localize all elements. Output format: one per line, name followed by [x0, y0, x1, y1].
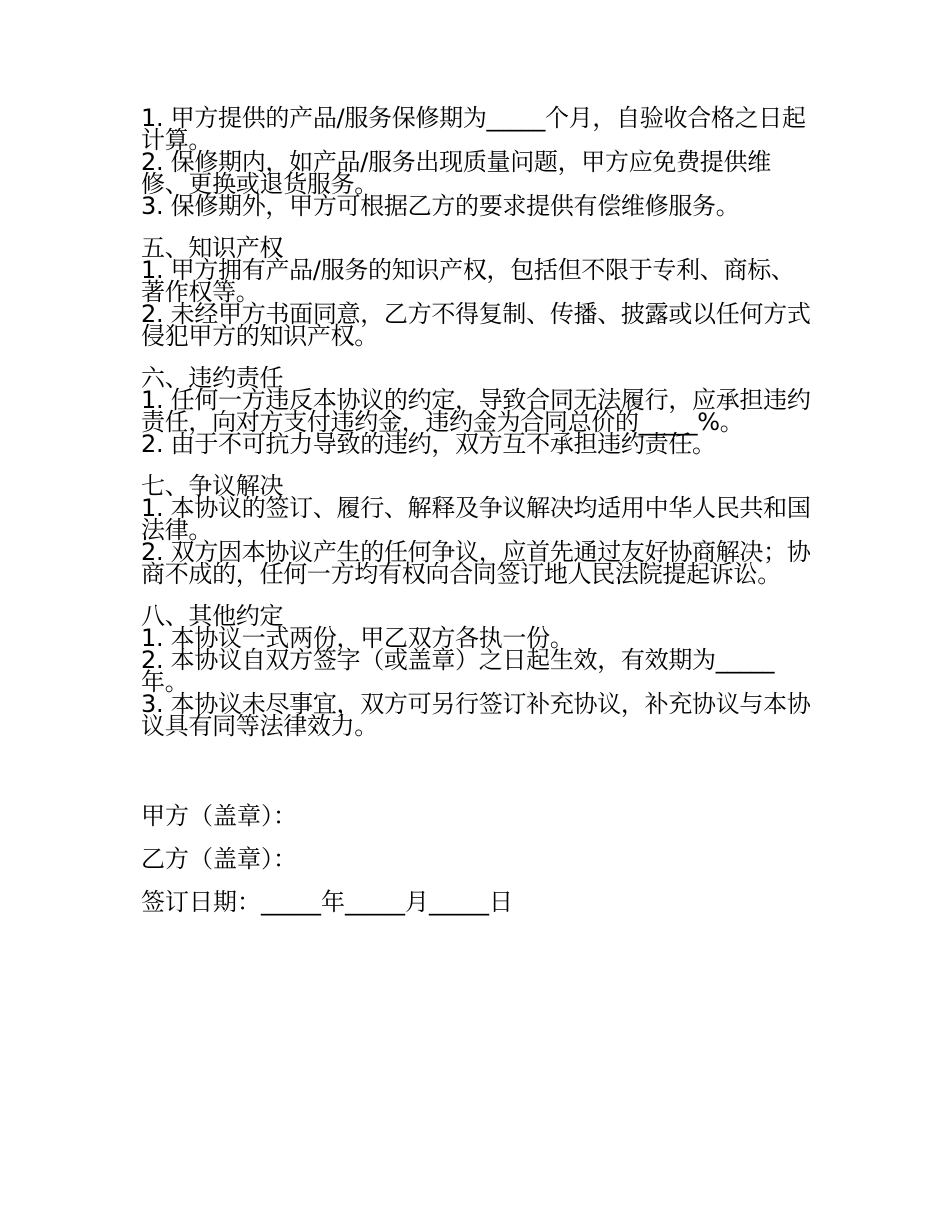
clause: 1. 本协议的签订、履行、解释及争议解决均适用中华人民共和国法律。	[141, 494, 811, 544]
clause: 2. 未经甲方书面同意，乙方不得复制、传播、披露或以任何方式侵犯甲方的知识产权。	[141, 300, 811, 350]
section-liability	[141, 364, 813, 458]
warranty-clauses	[141, 104, 813, 220]
clause: 1. 任何一方违反本协议的约定，导致合同无法履行，应承担违约责任，向对方支付违约金，违约金为合同总价的_____%。	[141, 386, 811, 436]
document-body	[141, 104, 813, 740]
clause: 2. 双方因本协议产生的任何争议，应首先通过友好协商解决；协商不成的，任何一方均有权向合同签订地人民法院提起诉讼。	[141, 538, 811, 588]
clause: 1. 本协议一式两份，甲乙双方各执一份。	[141, 624, 574, 652]
clause: 2. 本协议自双方签字（或盖章）之日起生效，有效期为_____年。	[141, 646, 775, 696]
clause: 2. 保修期内，如产品/服务出现质量问题，甲方应免费提供维修、更换或退货服务。	[141, 148, 771, 198]
clause: 1. 甲方拥有产品/服务的知识产权，包括但不限于专利、商标、著作权等。	[141, 256, 795, 306]
section-other-terms	[141, 602, 813, 740]
signing-date: 签订日期：_____年_____月_____日	[141, 888, 513, 916]
section-heading: 八、其他约定	[141, 602, 284, 630]
section-heading: 五、知识产权	[141, 234, 284, 262]
section-dispute-resolution	[141, 472, 813, 588]
section-intellectual-property	[141, 234, 813, 350]
party-a-signature: 甲方（盖章）：	[141, 802, 297, 830]
party-b-signature: 乙方（盖章）：	[141, 845, 297, 873]
clause: 1. 甲方提供的产品/服务保修期为_____个月，自验收合格之日起计算。	[141, 104, 806, 154]
clause: 3. 保修期外，甲方可根据乙方的要求提供有偿维修服务。	[141, 192, 740, 220]
section-heading: 七、争议解决	[141, 472, 284, 500]
clause: 2. 由于不可抗力导致的违约，双方互不承担违约责任。	[141, 430, 716, 458]
clause: 3. 本协议未尽事宜，双方可另行签订补充协议，补充协议与本协议具有同等法律效力。	[141, 690, 811, 740]
section-heading: 六、违约责任	[141, 364, 284, 392]
